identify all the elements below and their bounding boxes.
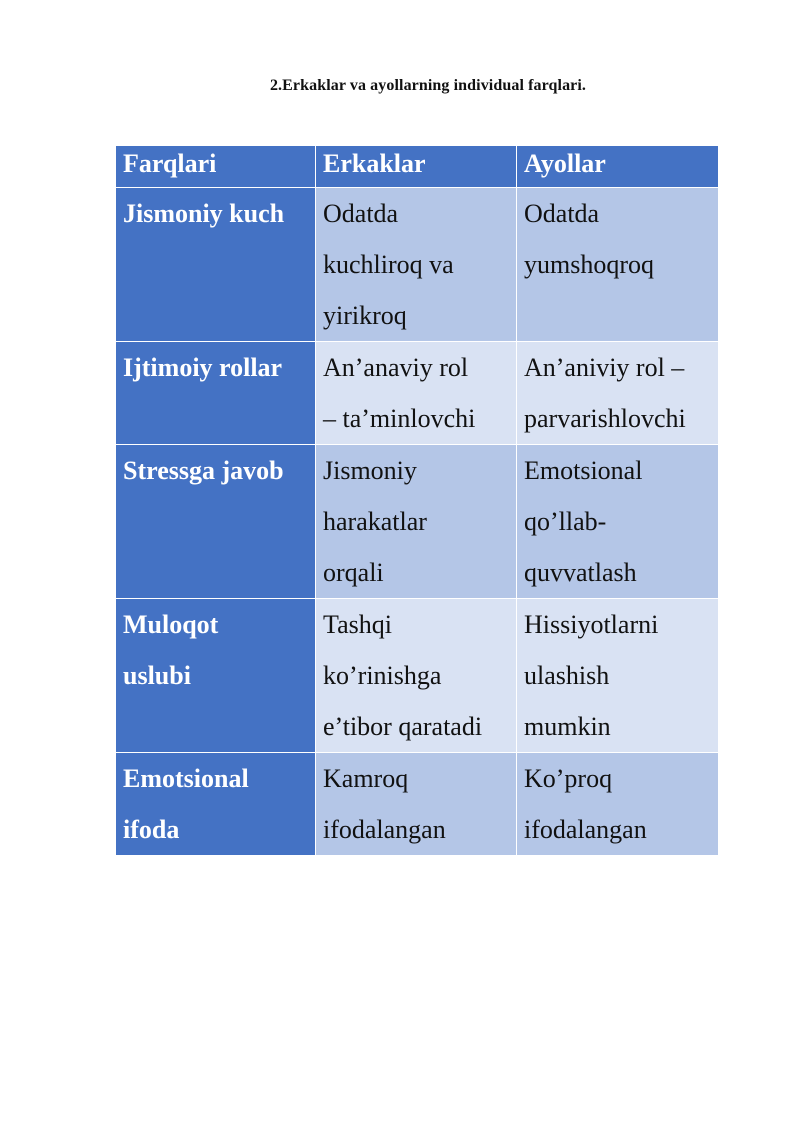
cell-line: yumshoqroq [524, 250, 654, 279]
women-cell [517, 188, 719, 342]
cell-line: qo’llab- [524, 507, 607, 536]
cell-line: Hissiyotlarni [524, 610, 659, 639]
table-row [116, 445, 719, 599]
cell-line: An’anaviy rol [323, 353, 469, 382]
table-row [116, 342, 719, 445]
table-header-row [116, 146, 719, 188]
cell-line: ifodalangan [524, 815, 647, 844]
table-row [116, 599, 719, 753]
row-label-line: Emotsional [123, 764, 249, 793]
women-cell [517, 445, 719, 599]
cell-line: ifodalangan [323, 815, 446, 844]
row-label [116, 188, 316, 342]
women-cell [517, 753, 719, 856]
cell-line: kuchliroq va [323, 250, 454, 279]
cell-line: quvvatlash [524, 558, 637, 587]
row-label [116, 753, 316, 856]
header-cell-men: Erkaklar [316, 146, 517, 188]
cell-line: Tashqi [323, 610, 392, 639]
cell-line: harakatlar [323, 507, 427, 536]
cell-line: Ko’proq [524, 764, 613, 793]
row-label-line: ifoda [123, 815, 180, 844]
table-row [116, 188, 719, 342]
header-cell-differences: Farqlari [116, 146, 316, 188]
cell-line: Kamroq [323, 764, 409, 793]
cell-line: mumkin [524, 712, 611, 741]
cell-line: e’tibor qaratadi [323, 712, 483, 741]
cell-line: Emotsional [524, 456, 643, 485]
row-label [116, 445, 316, 599]
row-label-line: Ijtimoiy rollar [123, 353, 283, 382]
cell-line: parvarishlovchi [524, 404, 686, 433]
row-label-line: Muloqot [123, 610, 219, 639]
men-cell [316, 342, 517, 445]
comparison-table [115, 145, 719, 856]
men-cell [316, 445, 517, 599]
cell-line: yirikroq [323, 301, 407, 330]
cell-line: Odatda [323, 199, 399, 228]
cell-line: Jismoniy [323, 456, 417, 485]
cell-line: orqali [323, 558, 384, 587]
header-cell-women: Ayollar [517, 146, 719, 188]
cell-line: ulashish [524, 661, 610, 690]
row-label-line: Jismoniy kuch [123, 199, 285, 228]
women-cell [517, 599, 719, 753]
women-cell [517, 342, 719, 445]
cell-line: ko’rinishga [323, 661, 442, 690]
row-label [116, 599, 316, 753]
men-cell [316, 753, 517, 856]
row-label-line: Stressga javob [123, 456, 284, 485]
row-label-line: uslubi [123, 661, 191, 690]
cell-line: Odatda [524, 199, 600, 228]
row-label [116, 342, 316, 445]
page-title: 2.Erkaklar va ayollarning individual farqlari. [269, 77, 587, 94]
men-cell [316, 599, 517, 753]
cell-line: An’aniviy rol – [524, 353, 685, 382]
men-cell [316, 188, 517, 342]
table-row [116, 753, 719, 856]
cell-line: – ta’minlovchi [323, 404, 476, 433]
